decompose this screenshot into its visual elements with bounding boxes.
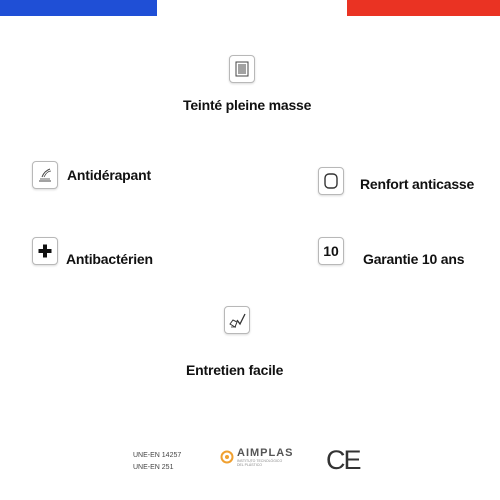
- feature-label-warranty: Garantie 10 ans: [363, 251, 465, 267]
- feature-label-antibacterial: Antibactérien: [66, 251, 153, 267]
- warranty-years-badge: 10: [323, 243, 339, 259]
- aimplas-name: AIMPLAS: [237, 447, 294, 459]
- striped-panel-icon: [229, 55, 255, 83]
- slip-surface-icon: [32, 161, 58, 189]
- standard-une-en-14257: UNE-EN 14257: [133, 452, 182, 459]
- ce-mark: CE: [326, 445, 360, 475]
- feature-label-cleaning: Entretien facile: [186, 362, 284, 378]
- rounded-square-icon: [318, 167, 344, 195]
- cleaning-check-icon: [224, 306, 250, 334]
- standard-une-en-251: UNE-EN 251: [133, 464, 174, 471]
- aimplas-logo: [220, 447, 294, 467]
- feature-label-antislip: Antidérapant: [67, 167, 151, 183]
- feature-label-tinted: Teinté pleine masse: [183, 97, 312, 113]
- flag-red-stripe: [347, 0, 500, 16]
- aimplas-swirl-icon: [220, 450, 234, 464]
- flag-blue-stripe: [0, 0, 157, 16]
- feature-label-reinforced: Renfort anticasse: [360, 176, 475, 192]
- warranty-10-icon: [318, 237, 344, 265]
- aimplas-subtitle-line-2: DEL PLÁSTICO: [237, 463, 262, 467]
- plus-icon: [32, 237, 58, 265]
- aimplas-subtitle-line-1: INSTITUTO TECNOLÓGICO: [237, 459, 283, 463]
